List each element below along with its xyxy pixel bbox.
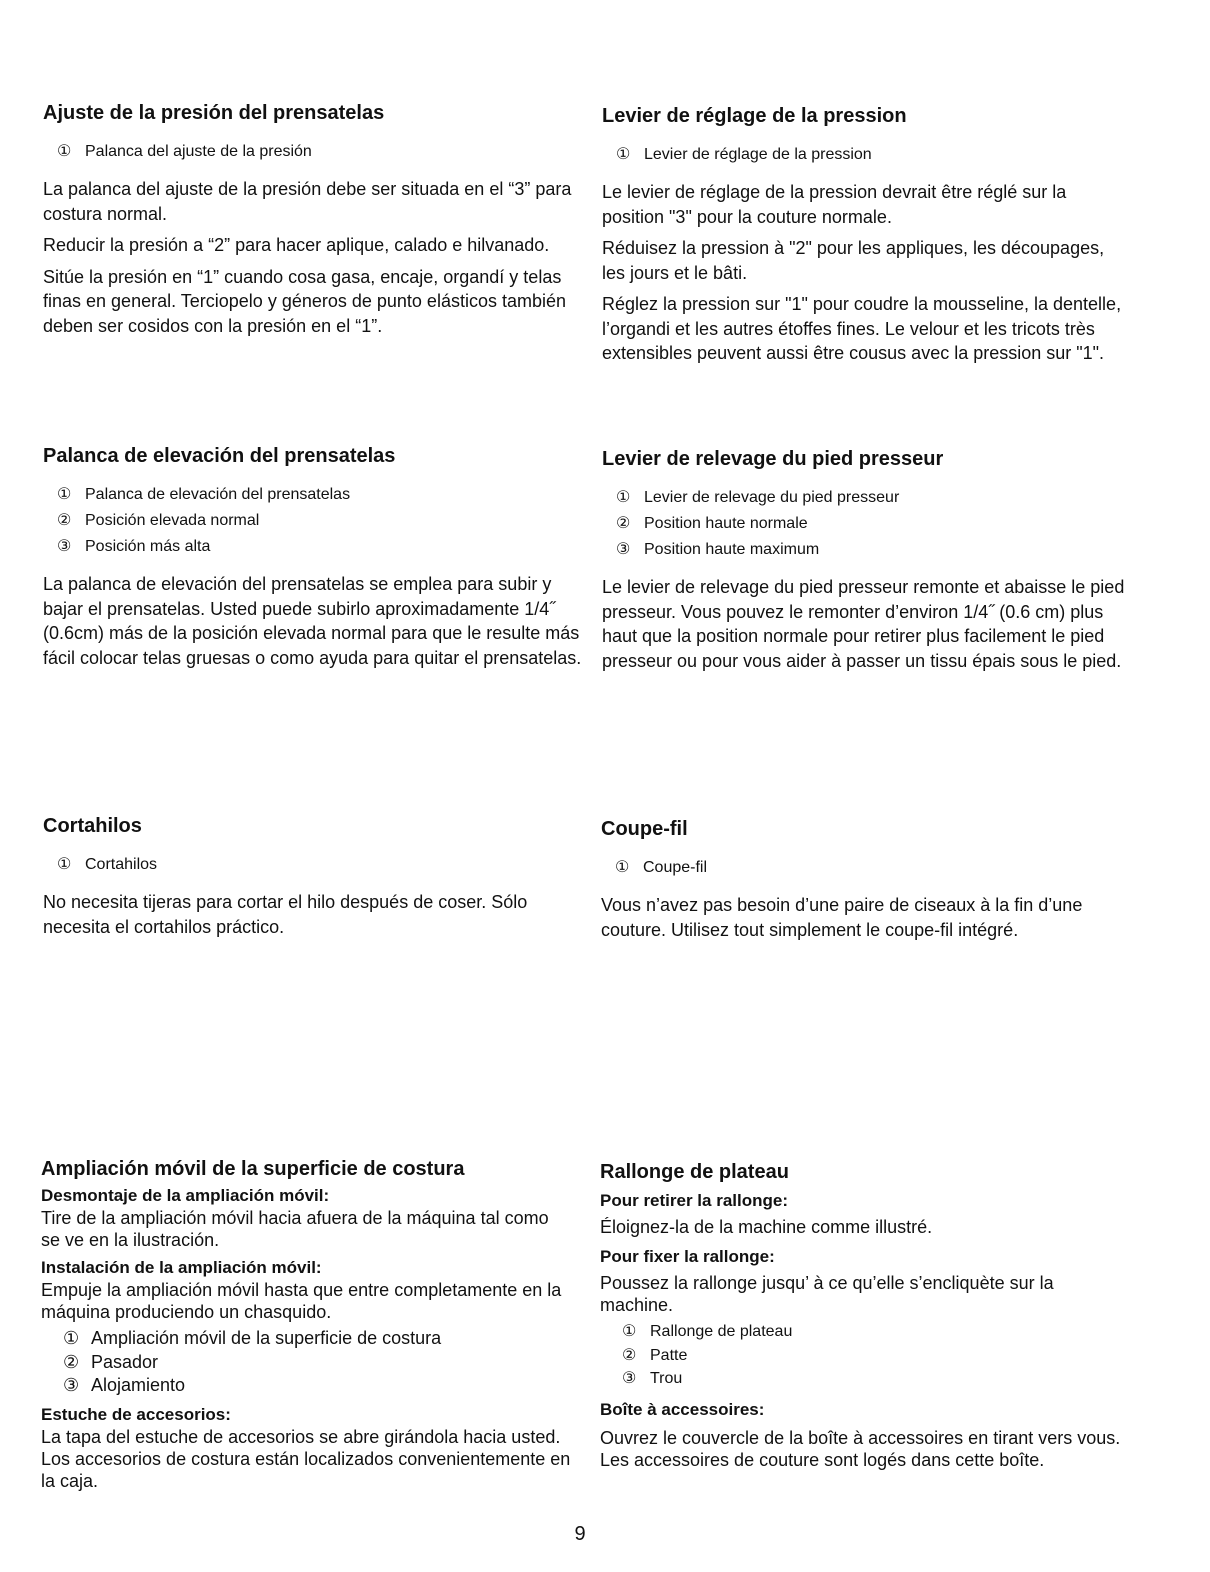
body-text: Poussez la rallonge jusqu’ à ce qu’elle s’encliquète sur la machine. xyxy=(600,1273,1054,1315)
item-label: Levier de relevage du pied presseur xyxy=(644,489,900,506)
parts-list xyxy=(602,142,1132,168)
body-text: Los accesorios de costura están localizados convenientemente en la caja. xyxy=(41,1448,571,1491)
section-heading: Palanca de elevación del prensatelas xyxy=(43,445,396,467)
item-number: ② xyxy=(63,1351,80,1372)
parts-list xyxy=(602,485,1132,563)
section-heading: Coupe-fil xyxy=(601,818,688,840)
item-label: Posición más alta xyxy=(85,538,211,555)
item-number: ③ xyxy=(622,1370,637,1387)
item-number: ③ xyxy=(63,1375,80,1395)
item-label: Posición elevada normal xyxy=(85,512,260,529)
item-number: ② xyxy=(57,512,72,529)
list-item xyxy=(600,1320,1130,1344)
parts-list xyxy=(43,852,583,878)
item-number: ① xyxy=(57,856,72,873)
subheading: Estuche de accesorios: xyxy=(41,1404,231,1424)
body-text: Éloignez-la de la machine comme illustré. xyxy=(600,1217,933,1237)
page-number: 9 xyxy=(574,1523,586,1545)
item-label: Trou xyxy=(650,1370,683,1387)
paragraph: Réglez la pression sur "1" pour coudre la mousseline, la dentelle, l’organdi et les autres étoffes fines. Le velour et les tricots très extensibles peuvent aussi être cousus avec la pression sur "1". xyxy=(602,294,1122,363)
list-item xyxy=(602,485,1132,511)
list-item xyxy=(602,142,1132,168)
item-number: ① xyxy=(57,486,72,503)
item-label: Coupe-fil xyxy=(643,859,708,876)
item-number: ① xyxy=(63,1328,80,1348)
section-heading: Ampliación móvil de la superficie de costura xyxy=(41,1158,465,1180)
subheading: Pour retirer la rallonge: xyxy=(600,1191,788,1210)
list-item xyxy=(41,1351,571,1375)
section-heading: Levier de réglage de la pression xyxy=(602,105,907,127)
item-label: Palanca del ajuste de la presión xyxy=(85,143,312,160)
paragraph: Vous n’avez pas besoin d’une paire de ciseaux à la fin d’une couture. Utilisez tout simplement le coupe-fil intégré. xyxy=(601,895,1083,940)
paragraph: Le levier de relevage du pied presseur remonte et abaisse le pied presseur. Vous pouvez le remonter d’environ 1/4˝ (0.6 cm) plus haut que la position normale pour retirer plus facilement le pied presseur ou pour vous aider à passer un tissu épais sous le pied. xyxy=(602,577,1125,671)
item-number: ① xyxy=(616,489,631,506)
paragraph: No necesita tijeras para cortar el hilo después de coser. Sólo necesita el cortahilos práctico. xyxy=(43,892,528,937)
list-item xyxy=(43,852,583,878)
subheading: Instalación de la ampliación móvil: xyxy=(41,1258,322,1277)
section-lifter-fr xyxy=(602,447,1132,673)
list-item xyxy=(41,1327,571,1351)
item-label: Ampliación móvil de la superficie de costura xyxy=(91,1328,442,1348)
paragraph: La palanca de elevación del prensatelas se emplea para subir y bajar el prensatelas. Usted puede subirlo aproximadamente 1/4˝ (0.6cm) más de la posición elevada normal para que le resulte más fácil colocar telas gruesas o como ayuda para quitar el prensatelas. xyxy=(43,574,582,668)
item-number: ① xyxy=(57,143,72,160)
list-item xyxy=(600,1344,1130,1368)
section-heading: Cortahilos xyxy=(43,815,142,837)
body-text: Empuje la ampliación móvil hasta que entre completamente en la máquina produciendo un chasquido. xyxy=(41,1280,562,1322)
section-extension-table-es xyxy=(41,1157,571,1492)
section-lifter-es xyxy=(43,444,583,670)
body-text: Ouvrez le couvercle de la boîte à accessoires en tirant vers vous. Les accessoires de couture sont logés dans cette boîte. xyxy=(600,1427,1121,1470)
paragraph: Reducir la presión a “2” para hacer aplique, calado e hilvanado. xyxy=(43,235,550,255)
paragraph: La palanca del ajuste de la presión debe ser situada en el “3” para costura normal. xyxy=(43,179,572,224)
item-number: ① xyxy=(622,1323,637,1340)
paragraph: Le levier de réglage de la pression devrait être réglé sur la position "3" pour la couture normale. xyxy=(602,182,1067,227)
item-number: ③ xyxy=(616,541,631,558)
body-text: Tire de la ampliación móvil hacia afuera de la máquina tal como se ve en la ilustración. xyxy=(41,1208,549,1250)
parts-list xyxy=(43,139,583,165)
list-item xyxy=(43,482,583,508)
list-item xyxy=(602,511,1132,537)
section-heading: Levier de relevage du pied presseur xyxy=(602,448,944,470)
item-label: Alojamiento xyxy=(91,1375,186,1395)
item-label: Levier de réglage de la pression xyxy=(644,146,872,163)
list-item xyxy=(602,537,1132,563)
item-label: Position haute normale xyxy=(644,515,808,532)
subheading: Pour fixer la rallonge: xyxy=(600,1247,775,1266)
item-label: Palanca de elevación del prensatelas xyxy=(85,486,351,503)
section-heading: Ajuste de la presión del prensatelas xyxy=(43,102,385,124)
item-label: Pasador xyxy=(91,1351,159,1372)
section-extension-table-fr xyxy=(600,1160,1130,1471)
item-number: ① xyxy=(616,146,631,163)
list-item xyxy=(43,139,583,165)
item-label: Cortahilos xyxy=(85,856,158,873)
item-label: Patte xyxy=(650,1346,688,1364)
parts-list xyxy=(601,855,1131,881)
item-number: ① xyxy=(615,859,630,876)
list-item xyxy=(600,1367,1130,1391)
section-cutter-es xyxy=(43,814,583,939)
list-item xyxy=(43,534,583,560)
parts-list xyxy=(43,482,583,560)
list-item xyxy=(43,508,583,534)
body-text: La tapa del estuche de accesorios se abre girándola hacia usted. xyxy=(41,1426,561,1447)
parts-list xyxy=(41,1327,571,1398)
paragraph: Sitúe la presión en “1” cuando cosa gasa, encaje, organdí y telas finas en general. Terciopelo y géneros de punto elásticos también deben ser cosidos con la presión en el “1”. xyxy=(43,266,567,336)
subheading: Desmontaje de la ampliación móvil: xyxy=(41,1186,330,1205)
parts-list xyxy=(600,1320,1130,1391)
subheading: Boîte à accessoires: xyxy=(600,1399,765,1419)
item-number: ② xyxy=(622,1346,637,1364)
list-item xyxy=(41,1374,571,1398)
item-label: Position haute maximum xyxy=(644,541,820,558)
paragraph: Réduisez la pression à "2" pour les appliques, les découpages, les jours et le bâti. xyxy=(602,238,1105,283)
list-item xyxy=(601,855,1131,881)
section-pressure-fr xyxy=(602,104,1132,366)
item-number: ③ xyxy=(57,538,72,555)
item-label: Rallonge de plateau xyxy=(650,1323,793,1340)
section-pressure-es xyxy=(43,101,583,338)
item-number: ② xyxy=(616,515,631,532)
section-heading: Rallonge de plateau xyxy=(600,1161,789,1183)
section-cutter-fr xyxy=(601,817,1131,942)
